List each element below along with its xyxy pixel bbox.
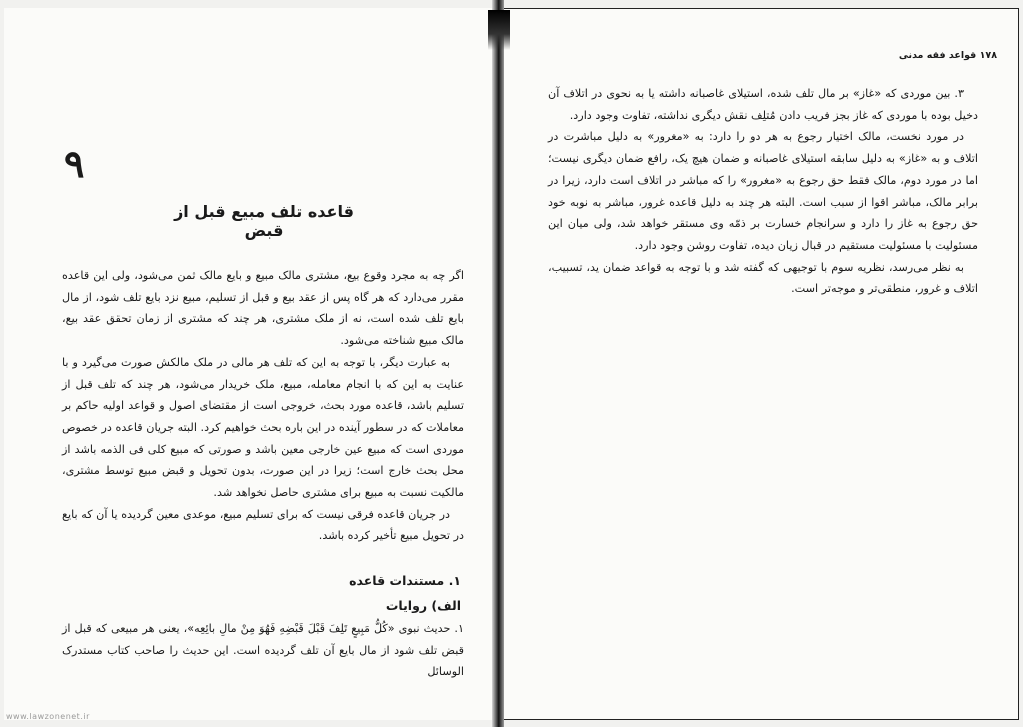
hadith-paragraph: ۱. حدیث نبوی «كُلُّ مَبِيعٍ تَلِفَ قَبْلَ قَبْضِهِ فَهُوَ مِنْ مالِ بائِعِه»، یعنی هر مبیعی که قبل از قبض تلف شود از مال بایع آن تلف گردیده است. این حدیث را صاحب کتاب مستدرک الوسائل — [62, 622, 464, 679]
running-header: ۱۷۸ قواعد فقه مدنی — [898, 50, 997, 61]
left-page — [4, 8, 498, 720]
section-heading: ۱. مستندات قاعده — [349, 573, 461, 588]
item-3: ۳. بین موردی که «غاز» بر مال تلف شده، استیلای غاصبانه داشته یا به نحوی در اتلاف آن دخیل بوده با موردی که غاز بجز فریب دادن مُتلِف نقش دیگری نداشته، تفاوت وجود دارد. — [548, 87, 978, 122]
paragraph-a: در مورد نخست، مالک اختیار رجوع به هر دو را دارد: به «مغرور» به دلیل مباشرت در اتلاف و به «غاز» به دلیل سابقه استیلای غاصبانه و ضمان هیچ یک، رافع ضمان دیگری نیست؛ اما در مورد دوم، مالک فقط حق رجوع به «مغرور» را که مباشر در اتلاف است دارد، زیرا در برابر مالک، مباشر اقوا از سبب است. البته هر چند به دلیل قاعده غرور، مباشر به نوبه خود حق رجوع به غاز را دارد و سرانجام خسارت بر ذمّه وی مستقر خواهد شد، ولی میان این مسئولیت با مسئولیت مستقیم در قبال زیان دیده، تفاوت روشن وجود دارد. — [548, 130, 978, 252]
chapter-title: قاعده تلف مبیع قبل از قبض — [174, 202, 354, 240]
paragraph-3: در جریان قاعده فرقی نیست که برای تسلیم مبیع، موعدی معین گردیده یا آن که بایع در تحویل مبیع تأخیر کرده باشد. — [62, 507, 464, 543]
chapter-number: ۹ — [64, 141, 85, 186]
subsection-heading: الف) روایات — [385, 598, 461, 613]
hadith-block — [62, 618, 464, 683]
gutter-shadow — [488, 10, 510, 50]
book-gutter — [492, 0, 504, 727]
paragraph-b: به نظر می‌رسد، نظریه سوم با توجیهی که گفته شد و با توجه به قواعد ضمان ید، تسبیب، اتلاف و غرور، منطقی‌تر و موجه‌تر است. — [548, 260, 978, 296]
paragraph-2: به عبارت دیگر، با توجه به این که تلف هر مالی در ملک مالکش صورت می‌گیرد و با عنایت به این که با انجام معامله، مبیع، ملک خریدار می‌شود، هر چند که تلف قبل از تسلیم باشد، قاعده مورد بحث، خروجی است از مقتضای اصول و قواعد اولیه حاکم بر معاملات که در سطور آینده در این باره بحث خواهیم کرد. البته جریان قاعده در خصوص موردی است که مبیع عین خارجی معین باشد و صورتی که مبیع کلی فی الذمه باشد از محل بحث خارج است؛ زیرا در این صورت، بدون تحویل و قبض مبیع توسط مشتری، مالکیت نسبت به مبیع برای مشتری حاصل نخواهد شد. — [62, 355, 464, 500]
left-body — [62, 265, 464, 547]
right-body — [548, 83, 978, 300]
intro-paragraph: اگر چه به مجرد وقوع بیع، مشتری مالک مبیع و بایع مالک ثمن می‌شود، ولی این قاعده مقرر می‌دارد که هر گاه پس از عقد بیع و قبل از تسلیم، مبیع نزد بایع تلف شود، از مال بایع تلف شده است، نه از ملک مشتری، هر چند که مشتری از زمان تحقق عقد بیع، مالک مبیع شناخته می‌شود. — [62, 269, 464, 348]
right-page — [500, 8, 1019, 720]
watermark: www.lawzonenet.ir — [6, 712, 90, 721]
